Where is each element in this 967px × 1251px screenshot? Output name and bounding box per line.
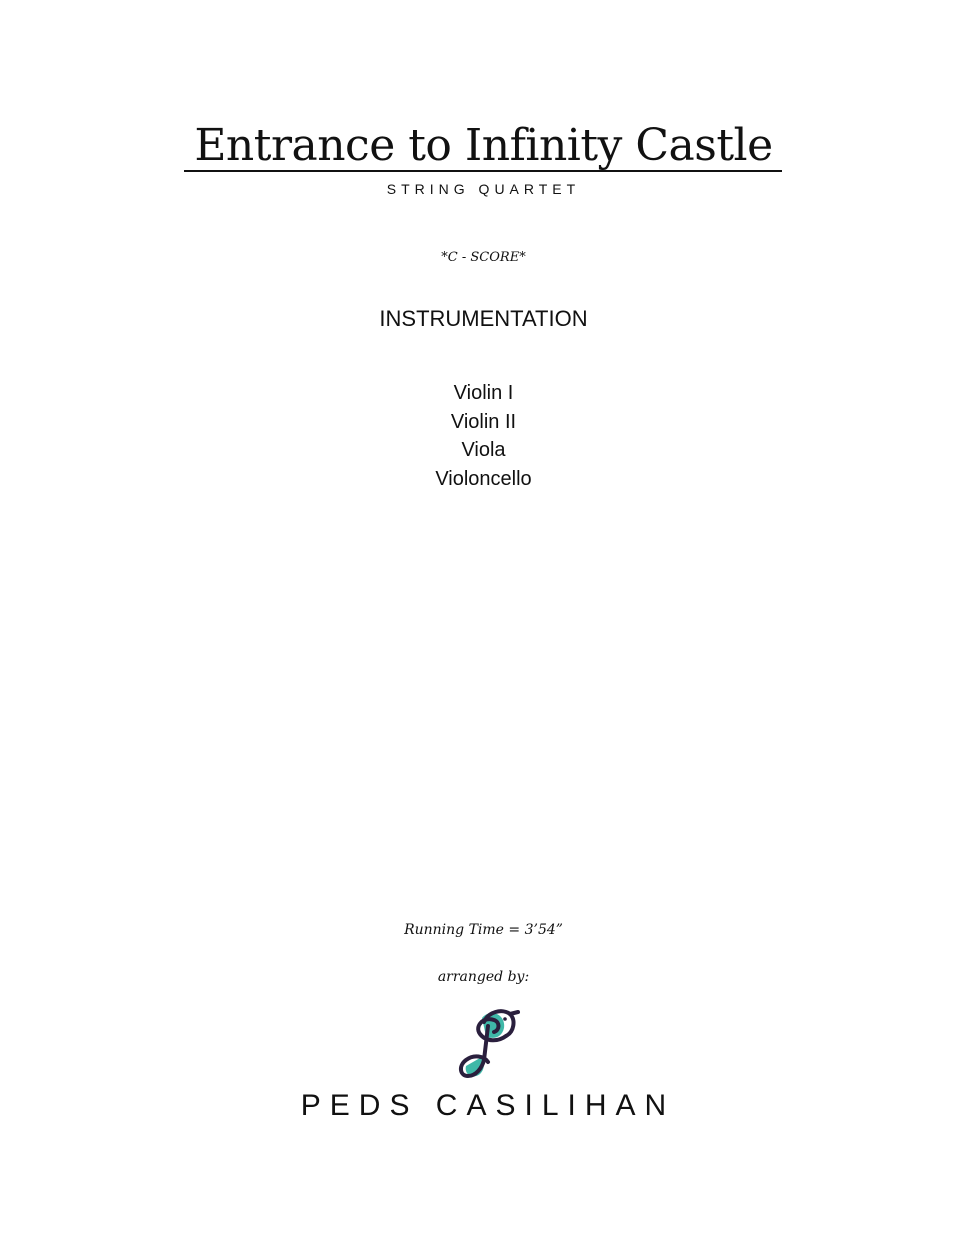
arranger-name: PEDS CASILIHAN bbox=[300, 1089, 676, 1122]
instrument-item: Violin I bbox=[453, 382, 514, 404]
instrument-item: Violin II bbox=[450, 410, 517, 433]
running-time: Running Time = 3’54” bbox=[404, 922, 563, 938]
arranged-by-label: arranged by: bbox=[437, 969, 530, 985]
score-subtitle: STRING QUARTET bbox=[386, 181, 581, 197]
instrument-list bbox=[0, 379, 967, 493]
treble-clef-bird-logo-icon bbox=[444, 1002, 524, 1082]
title-underline bbox=[184, 170, 782, 172]
instrumentation-heading: INSTRUMENTATION bbox=[379, 306, 588, 331]
instrument-item: Violoncello bbox=[435, 467, 532, 490]
logo-eye bbox=[503, 1017, 507, 1021]
score-title: Entrance to Infinity Castle bbox=[194, 120, 773, 171]
instrument-item: Viola bbox=[461, 439, 506, 461]
score-type-label: *C - SCORE* bbox=[441, 250, 526, 265]
